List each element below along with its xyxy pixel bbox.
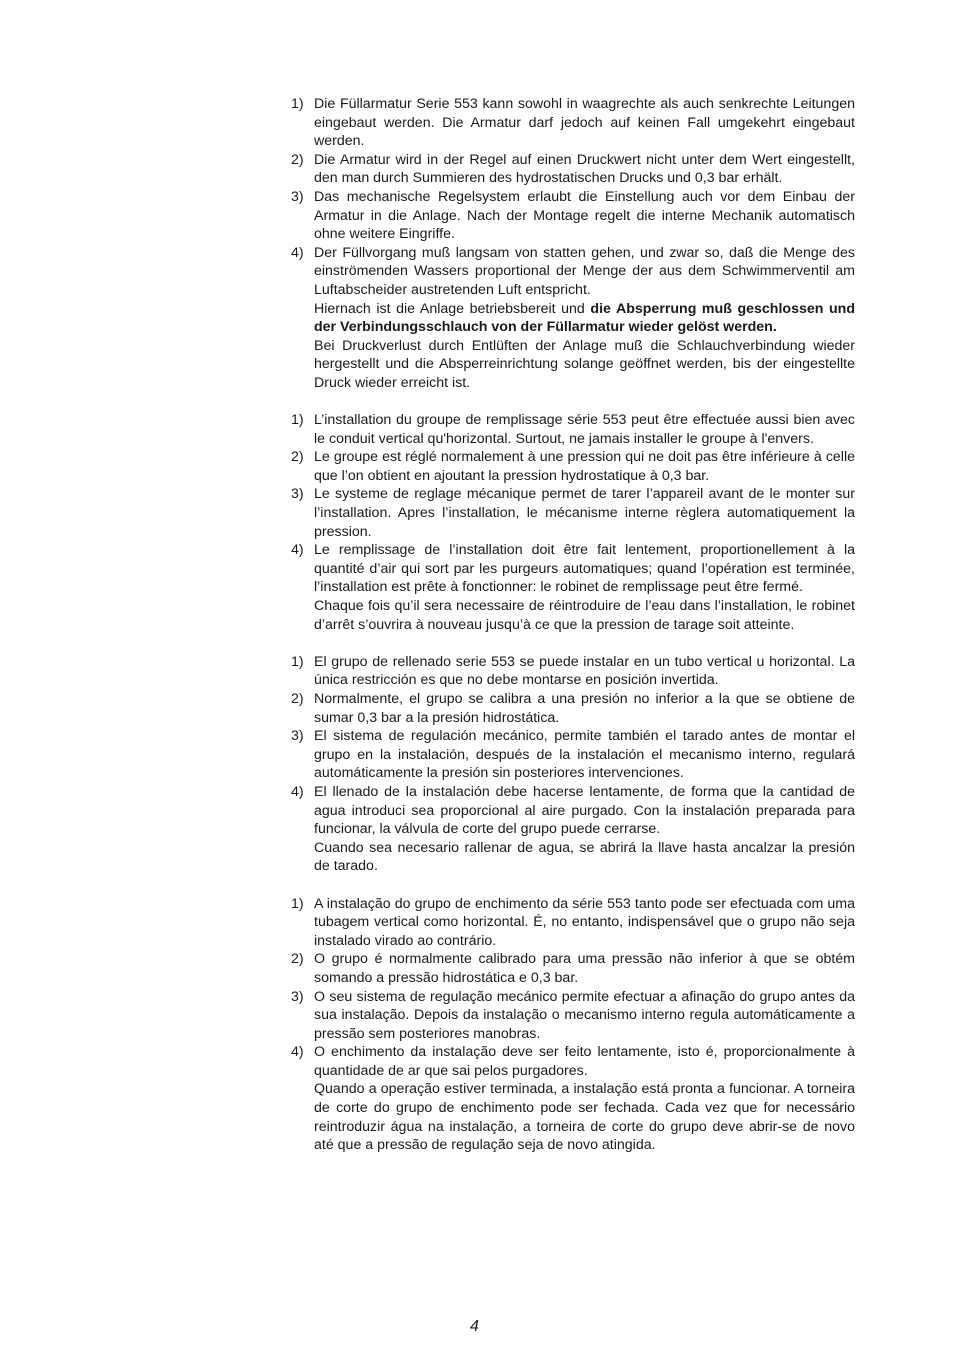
paragraph bbox=[314, 653, 855, 690]
text-run: Der Füllvorgang muß langsam von statten gehen, und zwar so, daß die Menge des einströmenden Wassers proportional der Menge der aus dem Schwimmerventil am Luftabscheider austretenden Luft entspricht. bbox=[314, 244, 855, 298]
text-run: O grupo é normalmente calibrado para uma pressão não inferior à que se obtém somando a pressão hidrostática e 0,3 bar. bbox=[314, 951, 855, 986]
text-run: El sistema de regulación mecánico, permite también el tarado antes de montar el grupo en la instalación, después de la instalación el mecanismo interno, regulará automáticamente la presión sin posteriores intervenciones. bbox=[314, 728, 855, 782]
list-item bbox=[291, 448, 855, 485]
list-number: 2) bbox=[291, 449, 304, 466]
list-number: 1) bbox=[291, 895, 304, 912]
bold-text: die Absperrung muß geschlossen und der Verbindungsschlauch von der Füllarmatur wieder gelöst werden. bbox=[314, 300, 855, 336]
paragraph bbox=[314, 783, 855, 839]
list-item-body bbox=[314, 988, 855, 1044]
list-item bbox=[291, 411, 855, 448]
list-item-body bbox=[314, 727, 855, 783]
list-item-body bbox=[314, 690, 855, 727]
text-run: Chaque fois qu’il sera necessaire de réintroduire de l’eau dans l’installation, le robinet d’arrêt s’ouvrira à nouveau jusqu’à ce que la pression de tarage soit atteinte. bbox=[314, 598, 855, 633]
list-number: 3) bbox=[291, 486, 304, 503]
list-number: 2) bbox=[291, 151, 304, 168]
paragraph bbox=[314, 188, 855, 244]
list-item bbox=[291, 653, 855, 690]
paragraph bbox=[314, 95, 855, 151]
paragraph bbox=[314, 1043, 855, 1080]
paragraph bbox=[314, 690, 855, 727]
list-item-body bbox=[314, 950, 855, 987]
list-item-body bbox=[314, 541, 855, 634]
list-item bbox=[291, 727, 855, 783]
text-run: Die Füllarmatur Serie 553 kann sowohl in waagrechte als auch senkrechte Leitungen eingebaut werden. Die Armatur darf jedoch auf keinen Fall umgekehrt eingebaut werden. bbox=[314, 96, 855, 150]
paragraph bbox=[314, 448, 855, 485]
text-run: Bei Druckverlust durch Entlüften der Anlage muß die Schlauchverbindung wieder hergestellt und die Absperreinrichtung solange geöffnet werden, bis der eingestellte Druck wieder erreicht ist. bbox=[314, 337, 855, 391]
list-item-body bbox=[314, 244, 855, 393]
list-number: 4) bbox=[291, 783, 304, 800]
list-number: 1) bbox=[291, 96, 304, 112]
list-item bbox=[291, 950, 855, 987]
list-number: 4) bbox=[291, 542, 304, 559]
text-run: Die Armatur wird in der Regel auf einen Druckwert nicht unter dem Wert eingestellt, den man durch Summieren des hydrostatischen Drucks und 0,3 bar erhält. bbox=[314, 151, 855, 187]
list-item-body bbox=[314, 188, 855, 244]
section-pt bbox=[291, 895, 855, 1155]
list-item bbox=[291, 783, 855, 876]
list-item bbox=[291, 541, 855, 634]
paragraph bbox=[314, 895, 855, 951]
list-item-body bbox=[314, 95, 855, 151]
list-number: 4) bbox=[291, 244, 304, 261]
text-run: Le systeme de reglage mécanique permet de tarer l’appareil avant de le monter sur l’installation. Apres l’installation, le mécanisme interne règlera automatiquement la pression. bbox=[314, 486, 855, 540]
text-run: Cuando sea necesario rallenar de agua, se abrirá la llave hasta ancalzar la presión de tarado. bbox=[314, 839, 855, 875]
text-run: A instalação do grupo de enchimento da série 553 tanto pode ser efectuada com uma tubagem vertical como horizontal. É, no entanto, indispensável que o grupo não seja instalado virado ao contrário. bbox=[314, 895, 855, 949]
text-run: Das mechanische Regelsystem erlaubt die Einstellung auch vor dem Einbau der Armatur in die Anlage. Nach der Montage regelt die interne Mechanik automatisch ohne weitere Eingriffe. bbox=[314, 188, 855, 243]
paragraph bbox=[314, 597, 855, 634]
paragraph bbox=[314, 244, 855, 300]
list-item-body bbox=[314, 895, 855, 951]
list-item-body bbox=[314, 411, 855, 448]
text-run: Quando a operação estiver terminada, a instalação está pronta a funcionar. A torneira de corte do grupo de enchimento pode ser fechada. Cada vez que for necessário reintroduzir água na instalação, a torneira de corte do grupo deve abrir-se de novo até que a pressão de regulação seja de novo atingida. bbox=[314, 1081, 855, 1154]
list-number: 2) bbox=[291, 691, 304, 707]
list-item-body bbox=[314, 448, 855, 485]
paragraph bbox=[314, 839, 855, 876]
list-item-body bbox=[314, 151, 855, 188]
text-run: El llenado de la instalación debe hacerse lentamente, de forma que la cantidad de agua introduci sea proporcional al aire purgado. Con la instalación preparada para funcionar, la válvula de corte del grupo puede cerrarse. bbox=[314, 783, 855, 838]
text-run: O enchimento da instalação deve ser feito lentamente, isto é, proporcionalmente à quantidade de ar que sai pelos purgadores. bbox=[314, 1044, 855, 1079]
text-run: L’installation du groupe de remplissage série 553 peut être effectuée aussi bien avec le conduit vertical qu'horizontal. Surtout, ne jamais installer le groupe à l'envers. bbox=[314, 412, 855, 447]
list-number: 1) bbox=[291, 653, 304, 670]
list-item bbox=[291, 95, 855, 151]
list-number: 3) bbox=[291, 728, 304, 745]
list-item bbox=[291, 1043, 855, 1155]
paragraph bbox=[314, 727, 855, 783]
paragraph bbox=[314, 950, 855, 987]
list-number: 2) bbox=[291, 951, 304, 968]
text-run: Le groupe est réglé normalement à une pression qui ne doit pas être inférieure à celle que l’on obtient en ajoutant la pression hydrostatique à 0,3 bar. bbox=[314, 449, 855, 484]
paragraph bbox=[314, 1080, 855, 1154]
paragraph bbox=[314, 300, 855, 337]
list-item bbox=[291, 244, 855, 393]
paragraph bbox=[314, 541, 855, 597]
list-item bbox=[291, 895, 855, 951]
paragraph bbox=[314, 988, 855, 1044]
list-item bbox=[291, 188, 855, 244]
list-item bbox=[291, 151, 855, 188]
list-item bbox=[291, 690, 855, 727]
paragraph bbox=[314, 337, 855, 393]
section-es bbox=[291, 653, 855, 876]
list-number: 3) bbox=[291, 188, 304, 205]
list-item bbox=[291, 485, 855, 541]
section-de bbox=[291, 95, 855, 393]
document-column bbox=[291, 95, 855, 1173]
list-number: 3) bbox=[291, 988, 304, 1005]
list-item-body bbox=[314, 783, 855, 876]
section-fr bbox=[291, 411, 855, 634]
text-run: Normalmente, el grupo se calibra a una presión no inferior a la que se obtiene de sumar 0,3 bar a la presión hidrostática. bbox=[314, 691, 855, 726]
text-run: O seu sistema de regulação mecánico permite efectuar a afinação do grupo antes da sua instalação. Depois da instalação o mecanismo interno regula automáticamente a pressão sem posteriores manobras. bbox=[314, 988, 855, 1042]
list-item-body bbox=[314, 1043, 855, 1155]
page-number-text: 4 bbox=[470, 1318, 479, 1335]
paragraph bbox=[314, 411, 855, 448]
list-number: 4) bbox=[291, 1044, 304, 1061]
text-run: Hiernach ist die Anlage betriebsbereit und bbox=[314, 300, 591, 317]
text-run: El grupo de rellenado serie 553 se puede instalar en un tubo vertical u horizontal. La única restricción es que no debe montarse en posición invertida. bbox=[314, 653, 855, 689]
list-item bbox=[291, 988, 855, 1044]
list-number: 1) bbox=[291, 412, 304, 429]
list-item-body bbox=[314, 485, 855, 541]
paragraph bbox=[314, 485, 855, 541]
list-item-body bbox=[314, 653, 855, 690]
text-run: Le remplissage de l’installation doit être fait lentement, proportionellement à la quantité d’air qui sort par les purgeurs automatiques; quand l’opération est terminée, l’installation est prête à fonctionner: le robinet de remplissage peut être fermé. bbox=[314, 542, 855, 596]
paragraph bbox=[314, 151, 855, 188]
